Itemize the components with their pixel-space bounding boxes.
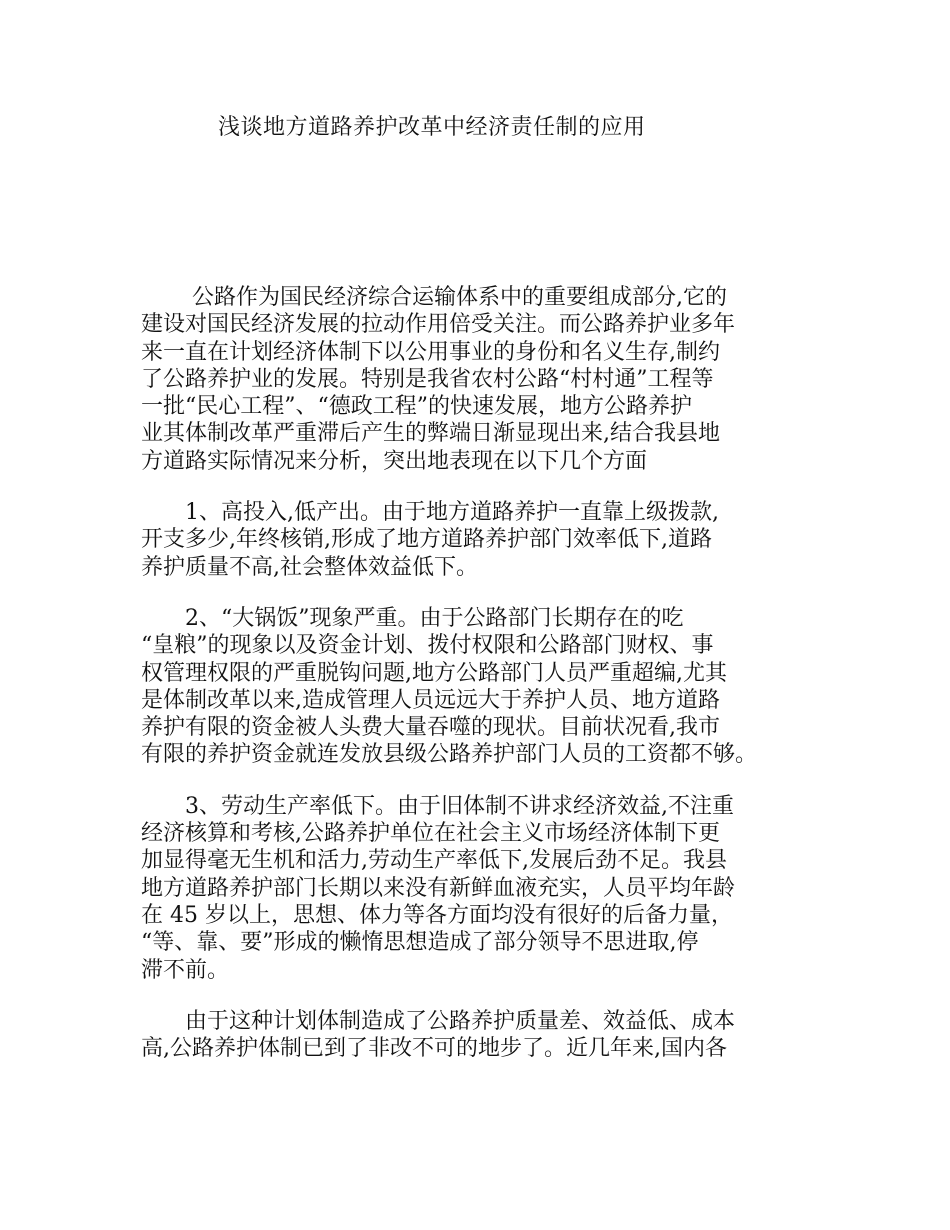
text-line: 公路作为国民经济综合运输体系中的重要组成部分,它的 xyxy=(141,285,727,310)
text-line: 来一直在计划经济体制下以公用事业的身份和名义生存,制约 xyxy=(141,339,720,365)
text-line: 1、高投入,低产出。由于地方道路养护一直靠上级拨款, xyxy=(141,500,719,526)
text-line: 2、“大锅饭”现象严重。由于公路部门长期存在的吃 xyxy=(141,605,684,631)
text-line: 加显得毫无生机和活力,劳动生产率低下,发展后劲不足。我县 xyxy=(141,848,727,874)
text-line: 一批“民心工程”、“德政工程”的快速发展，地方公路养护 xyxy=(141,394,692,420)
text-line: 在 45 岁以上，思想、体力等各方面均没有很好的后备力量， xyxy=(141,902,733,928)
text-line: 建设对国民经济发展的拉动作用倍受关注。而公路养护业多年 xyxy=(141,312,736,338)
text-line: 高,公路养护体制已到了非改不可的地步了。近几年来,国内各 xyxy=(141,1036,727,1062)
paragraph-conclusion xyxy=(141,1008,831,1063)
paragraph-point-1 xyxy=(141,499,831,581)
text-line: 由于这种计划体制造成了公路养护质量差、效益低、成本 xyxy=(141,1008,736,1034)
text-line: 经济核算和考核,公路养护单位在社会主义市场经济体制下更 xyxy=(141,821,720,847)
text-line: 养护有限的资金被人头费大量吞噬的现状。目前状况看,我市 xyxy=(141,715,720,741)
text-line: 是体制改革以来,造成管理人员远远大于养护人员、地方道路 xyxy=(141,687,720,713)
document-title: 浅谈地方道路养护改革中经济责任制的应用 xyxy=(218,115,646,140)
text-line: 有限的养护资金就连发放县级公路养护部门人员的工资都不够。 xyxy=(141,742,758,768)
text-line: 业其体制改革严重滞后产生的弊端日渐显现出来,结合我县地 xyxy=(141,421,720,447)
text-line: 滞不前。 xyxy=(141,957,230,983)
text-line: “等、靠、要”形成的懒惰思想造成了部分领导不思进取,停 xyxy=(141,930,699,956)
text-line: 开支多少,年终核销,形成了地方道路养护部门效率低下,道路 xyxy=(141,527,712,553)
paragraph-point-3 xyxy=(141,793,831,984)
text-line: 方道路实际情况来分析，突出地表现在以下几个方面 xyxy=(141,448,648,474)
document-body xyxy=(141,284,831,1086)
text-line: 地方道路养护部门长期以来没有新鲜血液充实，人员平均年龄 xyxy=(141,875,736,901)
text-line: 养护质量不高,社会整体效益低下。 xyxy=(141,554,478,580)
paragraph-intro xyxy=(141,284,831,475)
text-line: 3、劳动生产率低下。由于旧体制不讲求经济效益,不注重 xyxy=(141,793,734,819)
text-line: 权管理权限的严重脱钩问题,地方公路部门人员严重超编,尤其 xyxy=(141,660,727,686)
paragraph-point-2 xyxy=(141,605,831,769)
text-line: “皇粮”的现象以及资金计划、拨付权限和公路部门财权、事 xyxy=(141,633,714,659)
text-line: 了公路养护业的发展。特别是我省农村公路“村村通”工程等 xyxy=(141,366,714,392)
